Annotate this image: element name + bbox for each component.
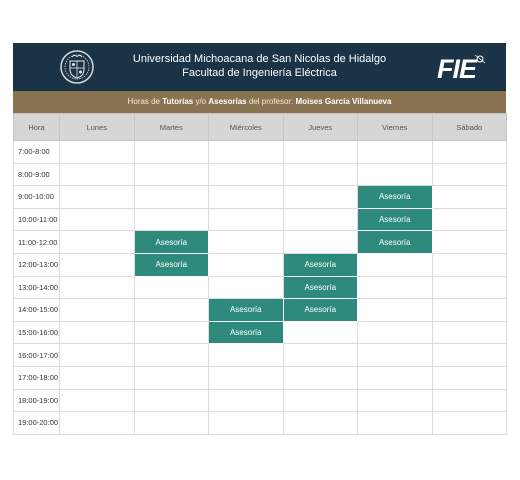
asesoria-slot[interactable]: Asesoría [283, 299, 358, 322]
empty-slot [358, 163, 433, 186]
empty-slot [283, 366, 358, 389]
table-row [14, 344, 507, 367]
empty-slot [432, 344, 507, 367]
empty-slot [432, 231, 507, 254]
empty-slot [358, 299, 433, 322]
empty-slot [60, 299, 135, 322]
empty-slot [60, 366, 135, 389]
empty-slot [358, 366, 433, 389]
asesoria-slot[interactable]: Asesoría [358, 186, 433, 209]
hour-cell: 14:00-15:00 [14, 299, 60, 322]
university-name: Universidad Michoacana de San Nicolas de Hidalgo [132, 53, 387, 65]
empty-slot [358, 344, 433, 367]
empty-slot [209, 186, 284, 209]
empty-slot [358, 412, 433, 435]
asesoria-slot[interactable]: Asesoría [134, 231, 209, 254]
empty-slot [358, 141, 433, 164]
empty-slot [60, 344, 135, 367]
empty-slot [358, 389, 433, 412]
hour-cell: 13:00-14:00 [14, 276, 60, 299]
fie-logo-text: FIE [437, 54, 477, 83]
empty-slot [134, 141, 209, 164]
hour-cell: 19:00-20:00 [14, 412, 60, 435]
empty-slot [60, 321, 135, 344]
empty-slot [283, 389, 358, 412]
empty-slot [283, 141, 358, 164]
professor-bar [13, 91, 506, 113]
table-row [14, 208, 507, 231]
table-row [14, 186, 507, 209]
schedule-card [13, 43, 506, 436]
professor-name: Moises García Villanueva [295, 97, 392, 106]
empty-slot [432, 412, 507, 435]
empty-slot [432, 321, 507, 344]
empty-slot [60, 186, 135, 209]
table-row [14, 163, 507, 186]
subbar-prefix: Horas de [127, 97, 161, 106]
fie-logo-icon [436, 51, 486, 83]
subbar-term-tutorias: Tutorías [162, 97, 194, 106]
asesoria-slot[interactable]: Asesoría [209, 321, 284, 344]
column-header-day-6: Sábado [432, 114, 507, 141]
table-row [14, 276, 507, 299]
empty-slot [432, 299, 507, 322]
schedule-table [13, 113, 507, 435]
hour-cell: 16:00-17:00 [14, 344, 60, 367]
hour-cell: 18:00-19:00 [14, 389, 60, 412]
university-crest-icon [59, 49, 95, 85]
asesoria-slot[interactable]: Asesoría [209, 299, 284, 322]
empty-slot [432, 366, 507, 389]
asesoria-slot[interactable]: Asesoría [134, 253, 209, 276]
empty-slot [283, 412, 358, 435]
empty-slot [209, 163, 284, 186]
empty-slot [134, 366, 209, 389]
empty-slot [134, 163, 209, 186]
empty-slot [358, 253, 433, 276]
empty-slot [60, 208, 135, 231]
empty-slot [134, 321, 209, 344]
asesoria-slot[interactable]: Asesoría [283, 253, 358, 276]
empty-slot [432, 276, 507, 299]
header-titles [113, 52, 406, 80]
hour-cell: 9:00-10:00 [14, 186, 60, 209]
table-row [14, 253, 507, 276]
empty-slot [60, 253, 135, 276]
empty-slot [209, 389, 284, 412]
empty-slot [134, 276, 209, 299]
empty-slot [283, 344, 358, 367]
asesoria-slot[interactable]: Asesoría [358, 208, 433, 231]
column-header-row [14, 114, 507, 141]
hour-cell: 11:00-12:00 [14, 231, 60, 254]
table-row [14, 321, 507, 344]
empty-slot [209, 412, 284, 435]
hour-cell: 15:00-16:00 [14, 321, 60, 344]
table-row [14, 141, 507, 164]
column-header-day-4: Jueves [283, 114, 358, 141]
column-header-hora: Hora [14, 114, 60, 141]
empty-slot [209, 208, 284, 231]
empty-slot [432, 186, 507, 209]
empty-slot [60, 276, 135, 299]
asesoria-slot[interactable]: Asesoría [358, 231, 433, 254]
empty-slot [283, 231, 358, 254]
hour-cell: 12:00-13:00 [14, 253, 60, 276]
empty-slot [209, 141, 284, 164]
column-header-day-2: Martes [134, 114, 209, 141]
empty-slot [209, 253, 284, 276]
header-banner [13, 43, 506, 91]
empty-slot [209, 366, 284, 389]
subbar-middle: del profesor: [248, 97, 294, 106]
empty-slot [432, 253, 507, 276]
subbar-joiner: y/o [195, 97, 207, 106]
empty-slot [134, 344, 209, 367]
empty-slot [134, 389, 209, 412]
schedule-body [14, 141, 507, 435]
table-row [14, 366, 507, 389]
asesoria-slot[interactable]: Asesoría [283, 276, 358, 299]
hour-cell: 10:00-11:00 [14, 208, 60, 231]
empty-slot [134, 299, 209, 322]
empty-slot [60, 141, 135, 164]
empty-slot [134, 186, 209, 209]
empty-slot [432, 163, 507, 186]
column-header-day-5: Viernes [358, 114, 433, 141]
faculty-name: Facultad de Ingeniería Eléctrica [182, 67, 337, 79]
empty-slot [209, 344, 284, 367]
table-row [14, 412, 507, 435]
empty-slot [283, 186, 358, 209]
empty-slot [60, 412, 135, 435]
empty-slot [432, 208, 507, 231]
empty-slot [358, 276, 433, 299]
empty-slot [209, 231, 284, 254]
empty-slot [134, 412, 209, 435]
table-row [14, 299, 507, 322]
empty-slot [209, 276, 284, 299]
subbar-term-asesorias: Asesorías [208, 97, 247, 106]
empty-slot [60, 163, 135, 186]
empty-slot [134, 208, 209, 231]
table-row [14, 389, 507, 412]
empty-slot [358, 321, 433, 344]
empty-slot [432, 389, 507, 412]
empty-slot [60, 389, 135, 412]
hour-cell: 7:00-8:00 [14, 141, 60, 164]
empty-slot [283, 208, 358, 231]
column-header-day-1: Lunes [60, 114, 135, 141]
column-header-day-3: Miércoles [209, 114, 284, 141]
empty-slot [432, 141, 507, 164]
empty-slot [60, 231, 135, 254]
hour-cell: 8:00-9:00 [14, 163, 60, 186]
empty-slot [283, 163, 358, 186]
empty-slot [283, 321, 358, 344]
hour-cell: 17:00-18:00 [14, 366, 60, 389]
table-row [14, 231, 507, 254]
